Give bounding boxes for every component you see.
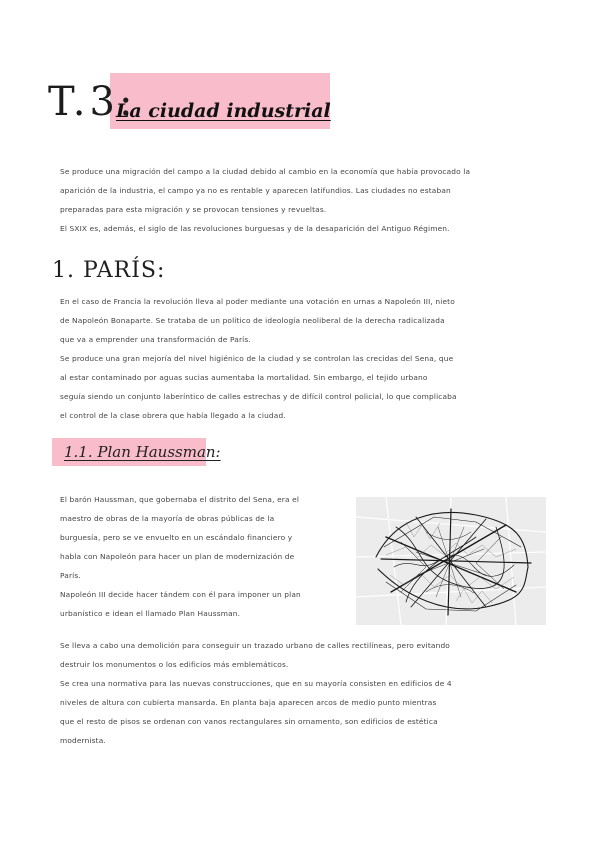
haussman-paragraph-2 (60, 636, 560, 750)
text-line: que va a emprender una transformación de París. (60, 335, 251, 344)
text-line: el control de la clase obrera que había llegado a la ciudad. (60, 411, 286, 420)
haussman-paragraph (60, 490, 350, 623)
text-line: que el resto de pisos se ordenan con vanos rectangulares sin ornamento, son edificios de estética (60, 717, 438, 726)
text-line: burguesía, pero se ve envuelto en un escándalo financiero y (60, 533, 293, 542)
text-line: seguía siendo un conjunto laberíntico de calles estrechas y de difícil control policial, lo que complicaba (60, 392, 457, 401)
text-line: Se produce una gran mejoría del nivel higiénico de la ciudad y se controlan las crecidas del Sena, que (60, 354, 454, 363)
text-line: modernista. (60, 736, 106, 745)
intro-paragraph (60, 162, 560, 238)
text-line: En el caso de Francia la revolución lleva al poder mediante una votación en urnas a Napoleón III, nieto (60, 297, 455, 306)
text-line: preparadas para esta migración y se provocan tensiones y revueltas. (60, 205, 327, 214)
text-line: al estar contaminado por aguas sucias aumentaba la mortalidad. Sin embargo, el tejido urbano (60, 373, 428, 382)
paris-street-map-image (356, 497, 546, 625)
subsection-heading-haussman: 1.1. Plan Haussman: (64, 443, 221, 461)
text-line: niveles de altura con cubierta mansarda. En planta baja aparecen arcos de medio punto mientras (60, 698, 437, 707)
text-line: maestro de obras de la mayoría de obras públicas de la (60, 514, 275, 523)
text-line: El barón Haussman, que gobernaba el distrito del Sena, era el (60, 495, 300, 504)
page-title: La ciudad industrial (116, 100, 331, 122)
text-line: Napoleón III decide hacer tándem con él para imponer un plan (60, 590, 301, 599)
text-line: destruir los monumentos o los edificios más emblemáticos. (60, 660, 289, 669)
text-line: habla con Napoleón para hacer un plan de modernización de (60, 552, 295, 561)
text-line: de Napoleón Bonaparte. Se trataba de un político de ideología neoliberal de la derecha radicalizada (60, 316, 445, 325)
section-heading-paris: 1. PARÍS: (52, 258, 166, 283)
text-line: El SXIX es, además, el siglo de las revoluciones burguesas y de la desaparición del Antiguo Régimen. (60, 224, 450, 233)
topic-number: T.3: (48, 79, 137, 125)
text-line: aparición de la industria, el campo ya no es rentable y aparecen latifundios. Las ciudades no estaban (60, 186, 451, 195)
text-line: Se lleva a cabo una demolición para conseguir un trazado urbano de calles rectilíneas, pero evitando (60, 641, 450, 650)
paris-paragraph (60, 292, 560, 425)
text-line: Se produce una migración del campo a la ciudad debido al cambio en la economía que había provocado la (60, 167, 471, 176)
text-line: París. (60, 571, 81, 580)
text-line: Se crea una normativa para las nuevas construcciones, que en su mayoría consisten en edificios de 4 (60, 679, 452, 688)
text-line: urbanístico e idean el llamado Plan Haussman. (60, 609, 241, 618)
